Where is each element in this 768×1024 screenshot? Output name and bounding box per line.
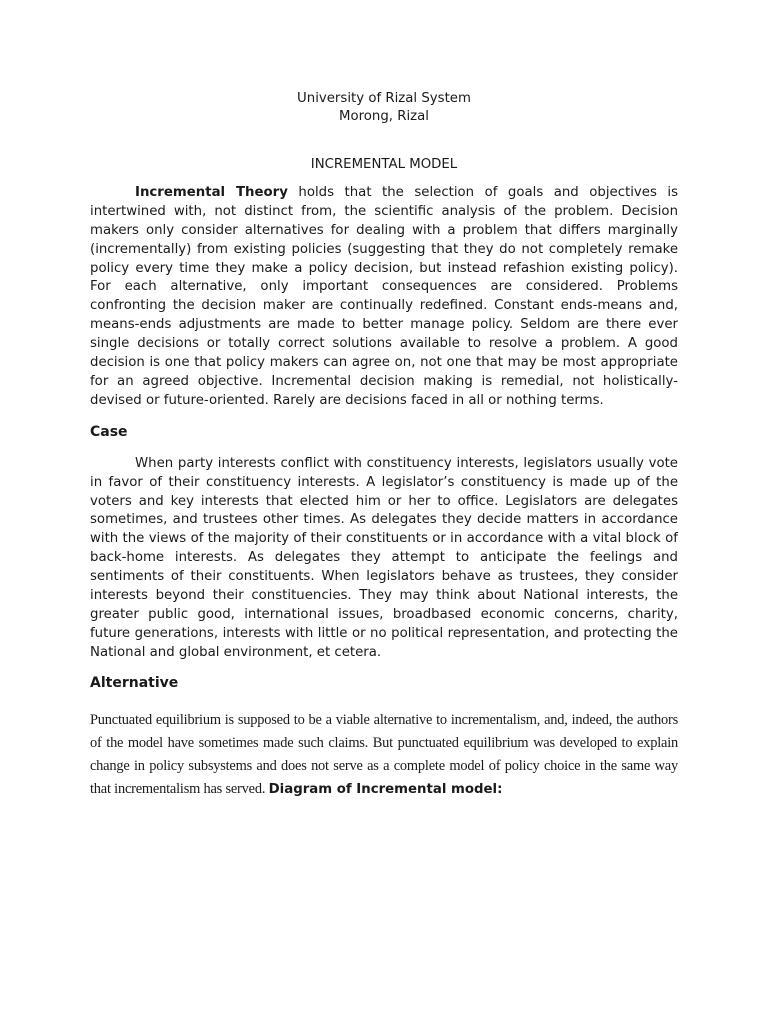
intro-bold-lead: Incremental Theory [135,184,288,200]
document-title: INCREMENTAL MODEL [310,157,458,172]
document-page [90,90,678,802]
alternative-heading: Alternative [90,674,179,691]
document-header [90,90,678,126]
alternative-text: Punctuated equilibrium is supposed to be a viable alternative to incrementalism, and, indeed, the authors of the model have sometimes made such claims. But punctuated equilibrium was developed to explain change in policy subsystems and does not serve as a complete model of policy choice in the same way that incrementalism has served. [90,711,678,798]
institution-name: University of Rizal System [297,91,471,106]
intro-paragraph [90,184,678,411]
institution-location: Morong, Rizal [339,109,429,124]
intro-text: holds that the selection of goals and objectives is intertwined with, not distinct from, the scientific analysis of the problem. Decision makers only consider alternatives for dealing with a problem that differs marginally (incrementally) from existing policies (suggesting that they do not completely remake policy every time they make a policy decision, but instead refashion existing policy). For each alternative, only important consequences are considered. Problems confronting the decision maker are continually redefined. Constant ends-means and, means-ends adjustments are made to better manage policy. Seldom are there ever single decisions or totally correct solutions available to resolve a problem. A good decision is one that policy makers can agree on, not one that may be most appropriate for an agreed objective. Incremental decision making is remedial, not holistically-devised or future-oriented. Rarely are decisions faced in all or nothing terms. [90,184,678,408]
diagram-caption: Diagram of Incremental model: [268,782,503,798]
case-paragraph: When party interests conflict with constituency interests, legislators usually vote in favor of their constituency interests. A legislator’s constituency is made up of the voters and key interests that elected him or her to office. Legislators are delegates sometimes, and trustees other times. As delegates they decide matters in accordance with the views of the majority of their constituents or in accordance with a vital block of back-home interests. As delegates they attempt to anticipate the feelings and sentiments of their constituents. When legislators behave as trustees, they consider interests beyond their constituencies. They may think about National interests, the greater public good, international issues, broadbased economic concerns, charity, future generations, interests with little or no political representation, and protecting the National and global environment, et cetera. [90,455,678,660]
alternative-paragraph [90,709,678,802]
case-heading: Case [90,423,128,440]
